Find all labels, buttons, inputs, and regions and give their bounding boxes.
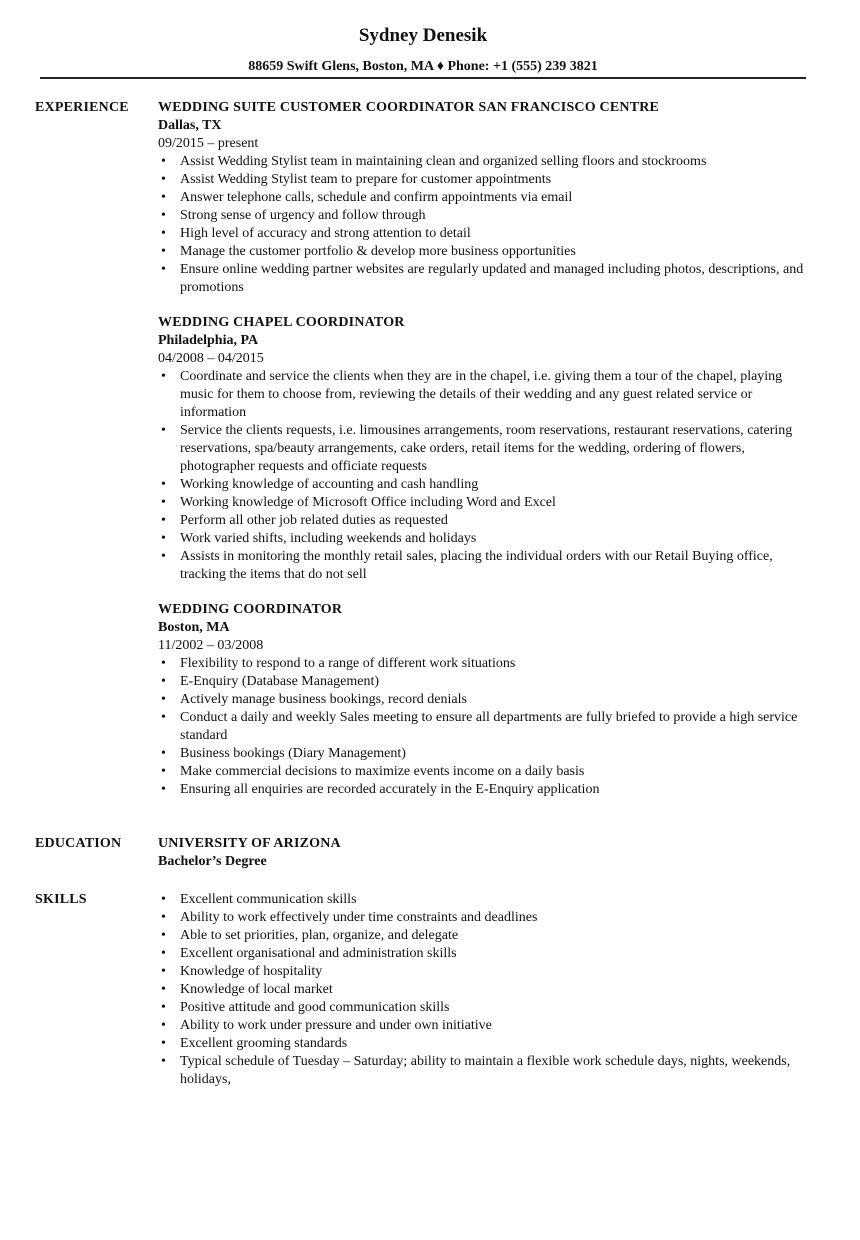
job-location: Boston, MA: [158, 620, 230, 635]
duty-item: • High level of accuracy and strong attention to detail: [158, 225, 806, 243]
duty-item: • Assist Wedding Stylist team to prepare for customer appointments: [158, 171, 806, 189]
duty-item: • Flexibility to respond to a range of different work situations: [158, 655, 806, 673]
duty-item: • Strong sense of urgency and follow through: [158, 207, 806, 225]
job-entry: [158, 99, 806, 297]
duty-item: • Assist Wedding Stylist team in maintaining clean and organized selling floors and stockrooms: [158, 153, 806, 171]
job-dates: 11/2002 – 03/2008: [158, 638, 264, 653]
duty-item: • Actively manage business bookings, record denials: [158, 691, 806, 709]
experience-heading: EXPERIENCE: [35, 100, 129, 115]
skill-item: • Ability to work under pressure and under own initiative: [158, 1017, 806, 1035]
skill-item: • Knowledge of hospitality: [158, 963, 806, 981]
experience-body: [158, 99, 806, 816]
skills-heading: SKILLS: [35, 892, 87, 907]
skills-list: [158, 891, 806, 1089]
duty-item: • Business bookings (Diary Management): [158, 745, 806, 763]
job-dates: 09/2015 – present: [158, 136, 259, 151]
education-body: [158, 835, 806, 871]
skill-item: • Ability to work effectively under time constraints and deadlines: [158, 909, 806, 927]
job-title: WEDDING CHAPEL COORDINATOR: [158, 315, 405, 330]
degree-name: Bachelor’s Degree: [158, 854, 267, 869]
duty-item: • Service the clients requests, i.e. limousines arrangements, room reservations, restaurant reservations, catering reservations, spa/beauty arrangements, cake orders, retail items for the wedding, ordering of flowers, photographer requests and officiate requests: [158, 422, 806, 476]
duty-item: • Working knowledge of Microsoft Office including Word and Excel: [158, 494, 806, 512]
job-duties: [158, 655, 806, 799]
skill-item: • Excellent communication skills: [158, 891, 806, 909]
skill-item: • Knowledge of local market: [158, 981, 806, 999]
skill-item: • Excellent organisational and administration skills: [158, 945, 806, 963]
duty-item: • Assists in monitoring the monthly retail sales, placing the individual orders with our Retail Buying office, tracking the items that do not sell: [158, 548, 806, 584]
skill-item: • Excellent grooming standards: [158, 1035, 806, 1053]
duty-item: • Perform all other job related duties as requested: [158, 512, 806, 530]
duty-item: • E-Enquiry (Database Management): [158, 673, 806, 691]
job-title: WEDDING COORDINATOR: [158, 602, 343, 617]
contact-line: 88659 Swift Glens, Boston, MA ♦ Phone: +1 (555) 239 3821: [248, 59, 598, 74]
school-name: UNIVERSITY OF ARIZONA: [158, 836, 341, 851]
skills-body: [158, 891, 806, 1089]
job-duties: [158, 153, 806, 297]
duty-item: • Working knowledge of accounting and cash handling: [158, 476, 806, 494]
duty-item: • Answer telephone calls, schedule and confirm appointments via email: [158, 189, 806, 207]
job-entry: [158, 314, 806, 584]
duty-item: • Ensure online wedding partner websites are regularly updated and managed including photos, descriptions, and promotions: [158, 261, 806, 297]
duty-item: • Coordinate and service the clients when they are in the chapel, i.e. giving them a tour of the chapel, playing music for them to choose from, reviewing the details of their wedding and any guest related service or information: [158, 368, 806, 422]
skill-item: • Typical schedule of Tuesday – Saturday; ability to maintain a flexible work schedule days, nights, weekends, holidays,: [158, 1053, 806, 1089]
resume-header: [40, 24, 806, 76]
job-dates: 04/2008 – 04/2015: [158, 351, 264, 366]
duty-item: • Conduct a daily and weekly Sales meeting to ensure all departments are fully briefed to provide a high service standard: [158, 709, 806, 745]
job-title: WEDDING SUITE CUSTOMER COORDINATOR SAN FRANCISCO CENTRE: [158, 100, 660, 115]
candidate-name: Sydney Denesik: [358, 25, 488, 46]
skill-item: • Able to set priorities, plan, organize, and delegate: [158, 927, 806, 945]
duty-item: • Ensuring all enquiries are recorded accurately in the E-Enquiry application: [158, 781, 806, 799]
job-entry: [158, 601, 806, 799]
job-location: Philadelphia, PA: [158, 333, 259, 348]
duty-item: • Make commercial decisions to maximize events income on a daily basis: [158, 763, 806, 781]
skill-item: • Positive attitude and good communication skills: [158, 999, 806, 1017]
job-location: Dallas, TX: [158, 118, 222, 133]
header-divider: [40, 77, 806, 79]
duty-item: • Manage the customer portfolio & develop more business opportunities: [158, 243, 806, 261]
duty-item: • Work varied shifts, including weekends and holidays: [158, 530, 806, 548]
job-duties: [158, 368, 806, 584]
education-heading: EDUCATION: [35, 836, 122, 851]
